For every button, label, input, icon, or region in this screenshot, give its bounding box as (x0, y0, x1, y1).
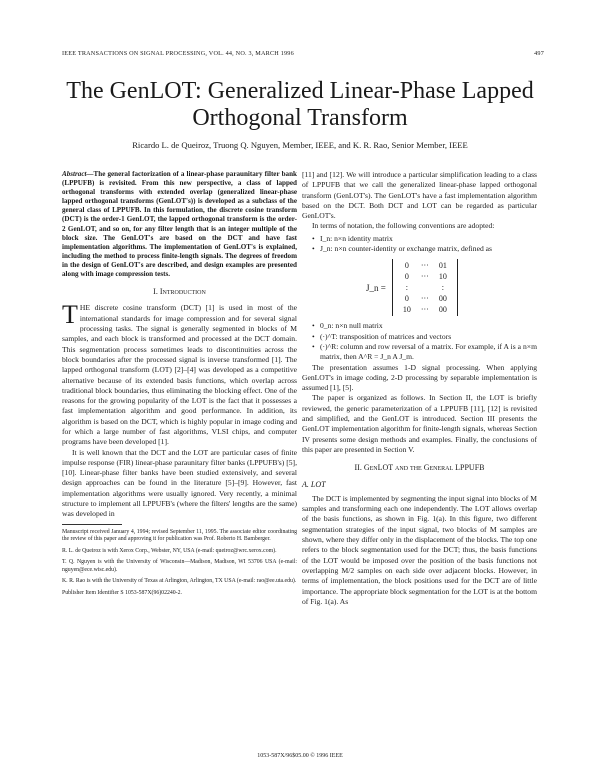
footnote-rule (62, 524, 122, 525)
notation-item-exchange: • J_n: n×n counter-identity or exchange matrix, defined as (312, 244, 537, 254)
matrix-cell: 10 (438, 272, 447, 282)
footnote-author-3: K. R. Rao is with the University of Texas at Arlington, Arlington, TX USA (e-mail: rao@ee.uta.edu). (62, 578, 297, 585)
intro-paragraph-1-text: HE discrete cosine transform (DCT) [1] is used in most of the international standards for image compression and for several signal processing tasks. The signal is generally segmented in blocks of M samples, and each block is transformed and processed at the DCT domain. This segmentation process sometimes leads to discontinuities across the block boundaries after the processed signal is inverse transformed [1]. The lapped orthogonal transform (LOT) [2]–[4] was developed as a competitive alternative because of its extended basis functions, which overlap across traditional block boundaries, thus eliminating the blocking effect. One of the reasons for the growing popularity of the LOT is the fact that it possesses a fast implementation algorithm and good performance. In addition, its algorithm is based on the DCT, which is highly popular in image coding and for which a large number of fast algorithms, VLSI chips, and computer programs have been developed [1]. (62, 303, 297, 447)
lot-paragraph: The DCT is implemented by segmenting the input signal into blocks of M samples and transforming each one independently. The LOT allows overlap of the basis functions, as shown in Fig. 1(a). In this figure, two different segmentation strategies of the input signal, two blocks of M samples are shown, where they differ only in the displacement of the blocks. The top one refers to the block segmentation used for the DCT; thus, the basis functions of the LOT would be imposed over the position of the basis functions not overlapping M/2 samples on each side over adjacent blocks. However, in terms of implementation, the block positions used for the DCT are of little importance. The appropriate block segmentation for the LOT is at the bottom of Fig. 1(a). As (302, 493, 537, 606)
matrix-cell (416, 282, 434, 293)
left-column (62, 170, 297, 597)
footnote-author-1: R. L. de Queiroz is with Xerox Corp., Webster, NY, USA (e-mail: queiroz@wrc.xerox.com). (62, 547, 277, 554)
matrix-cell: 0 (404, 294, 409, 304)
intro-paragraph-2: It is well known that the DCT and the LOT are particular cases of finite impulse response (FIR) linear-phase paraunitary filter banks (LPPUFB's) [5], [10]. Linear-phase filter banks have been studied extensively, and several design approaches can be found in the literature [5]–[9]. However, fast implementation algorithms were usually ignored. Very recently, a minimal structure to implement all LPPUFB's (where the filters' lengths are the same) was developed in (62, 447, 297, 519)
matrix-cell: 10 (402, 305, 411, 315)
notation-item-reversal: • (·)^R: column and row reversal of a matrix. For example, if A is a n×m matrix, then A^R = J_n A J_m. (312, 342, 537, 363)
intro-paragraph-1 (62, 300, 297, 447)
matrix-row (398, 304, 452, 315)
journal-line: IEEE TRANSACTIONS ON SIGNAL PROCESSING, VOL. 44, NO. 3, MARCH 1996 (62, 50, 294, 57)
right-paragraph-intro: [11] and [12]. We will introduce a particular simplification leading to a class of LPPUFB that we call the generalized linear-phase lapped orthogonal transform (GenLOT's). The GenLOT's have a fast implementation algorithm based on the DCT. Both DCT and LOT can be regarded as particular GenLOT's. (302, 170, 537, 221)
matrix-row (398, 282, 452, 293)
abstract (62, 170, 297, 279)
matrix-cell: 01 (438, 261, 447, 271)
matrix-cell: 0 (404, 261, 409, 271)
notation-item-transpose: • (·)^T: transposition of matrices and vectors (312, 332, 537, 342)
notation-paragraph: In terms of notation, the following conventions are adopted: (312, 221, 495, 231)
footnote-author-2: T. Q. Nguyen is with the University of Wisconsin—Madison, Madison, WI 53706 USA (e-mail: nguyen@ece.wisc.edu). (62, 559, 297, 573)
presentation-paragraph: The presentation assumes 1-D signal processing. When applying GenLOT's in image coding, 2-D processing by separable implementation is assumed [1], [5]. (302, 362, 537, 393)
notation-item-null: • 0_n: n×n null matrix (312, 321, 537, 331)
right-column (302, 170, 537, 607)
matrix-cell: 0 (404, 272, 409, 282)
notation-list-continued (302, 321, 537, 362)
matrix-row (398, 271, 452, 282)
notation-item-identity: • I_n: n×n identity matrix (312, 234, 537, 244)
matrix-cell: : (405, 283, 408, 293)
abstract-label: Abstract— (62, 170, 94, 178)
drop-cap: T (62, 300, 78, 330)
matrix-cell: 00 (438, 305, 447, 315)
matrix-cell: ··· (420, 305, 429, 315)
matrix-row (398, 260, 452, 271)
footnote-received: Manuscript received January 4, 1994; revised September 11, 1995. The associate editor coordinating the review of this paper and approving it for publication was Prof. Roberto H. Bamberger. (62, 528, 297, 543)
notation-list (302, 234, 537, 255)
subsection-heading-lot: A. LOT (302, 479, 326, 489)
copyright-line: 1053-587X/96$05.00 © 1996 IEEE (257, 753, 343, 759)
footnote-publisher-id: Publisher Item Identifier S 1053-587X(96)02240-2. (62, 589, 182, 596)
running-head (62, 50, 544, 57)
matrix-cell: : (441, 283, 444, 293)
paper-title: The GenLOT: Generalized Linear-Phase Lapped Orthogonal Transform (66, 78, 534, 131)
page-number: 497 (534, 50, 544, 57)
matrix-cell: 00 (438, 294, 447, 304)
exchange-matrix (366, 259, 537, 316)
matrix-lhs: J_n = (366, 282, 386, 293)
matrix-cell: ··· (420, 261, 429, 271)
matrix-body (392, 259, 458, 316)
matrix-row (398, 293, 452, 304)
matrix-cell: ··· (420, 294, 429, 304)
matrix-cell: ··· (420, 272, 429, 282)
section-heading-introduction: I. Introduction (153, 287, 206, 297)
section-heading-genlot: II. GenLOT and the General LPPUFB (354, 463, 485, 473)
organization-paragraph: The paper is organized as follows. In Section II, the LOT is briefly reviewed, the generic parameterization of a LPPUFB [11], [12] is revisited and simplified, and the GenLOT is introduced. Section III presents the GenLOT implementation algorithm for finite-length signals, whereas Section IV presents some design methods and examples. Finally, the conclusions of this paper are presented in Section V. (302, 393, 537, 454)
abstract-text: The general factorization of a linear-phase paraunitary filter bank (LPPUFB) is revisited. From this new perspective, a class of lapped orthogonal transforms with extended overlap (generalized linear-phase lapped orthogonal transforms (GenLOT's)) is developed as a subclass of the general class of LPPUFB. In this formulation, the discrete cosine transform (DCT) is the order-1 GenLOT, the lapped orthogonal transform is the order-2 GenLOT, and so on, for any filter length that is an integer multiple of the block size. The GenLOT's are based on the DCT and have fast implementation algorithms. The implementation of GenLOT's is explained, including the method to process finite-length signals. The degrees of freedom in the design of GenLOT's are described, and design examples are presented along with image compression tests. (62, 170, 297, 279)
author-line: Ricardo L. de Queiroz, Truong Q. Nguyen, Member, IEEE, and K. R. Rao, Senior Member, IEEE (132, 140, 468, 150)
